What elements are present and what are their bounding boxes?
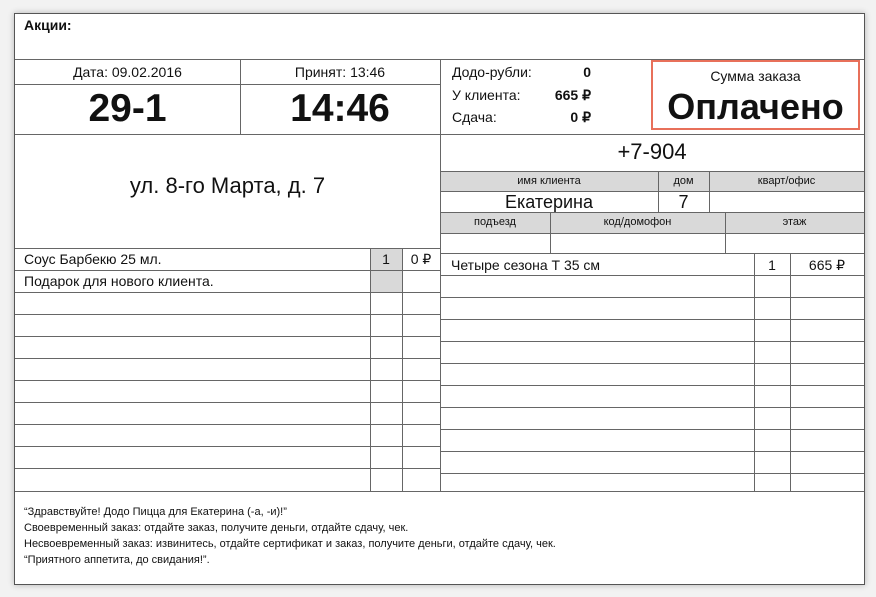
- accepted-label: Принят: 13:46: [294, 64, 386, 80]
- date-label: Дата: 09.02.2016: [73, 64, 182, 80]
- customer-name: Екатерина: [505, 192, 593, 212]
- footer-line: Несвоевременный заказ: извинитесь, отдайте сертификат и заказ, получите деньги, отдайте сдачу, чек.: [24, 538, 556, 550]
- change-label: Сдача:: [452, 109, 497, 125]
- left-item-qty: 1: [382, 251, 390, 267]
- customer-name-header: имя клиента: [517, 175, 581, 187]
- change-value: 0 ₽: [570, 109, 591, 125]
- order-sum-status: Оплачено: [667, 86, 844, 127]
- right-item-qty: 1: [768, 257, 776, 273]
- footer-line: “Здравствуйте! Додо Пицца для Екатерина (-а, -и)!”: [24, 506, 287, 518]
- phone-number: +7-904: [617, 139, 687, 164]
- order-sum-box: [651, 60, 860, 130]
- footer-line: “Приятного аппетита, до свидания!”.: [24, 554, 210, 566]
- customer-has-value: 665 ₽: [554, 87, 591, 103]
- right-item-name: Четыре сезона Т 35 см: [451, 257, 601, 273]
- left-item-name: Подарок для нового клиента.: [24, 273, 214, 289]
- dodo-rubles-label: Додо-рубли:: [452, 64, 532, 80]
- customer-has-label: У клиента:: [452, 87, 521, 103]
- dodo-rubles-value: 0: [583, 64, 591, 80]
- left-item-price: 0 ₽: [410, 251, 432, 267]
- order-sum-label: Сумма заказа: [710, 68, 801, 84]
- house-header: дом: [673, 175, 694, 187]
- right-item-price: 665 ₽: [808, 257, 846, 273]
- left-item-name: Соус Барбекю 25 мл.: [24, 251, 162, 267]
- promotions-label: Акции:: [24, 17, 72, 33]
- accepted-time: 14:46: [290, 87, 390, 130]
- order-ticket: [14, 13, 865, 585]
- order-number: 29-1: [88, 87, 167, 130]
- intercom-header: код/домофон: [603, 216, 672, 228]
- apartment-header: кварт/офис: [757, 175, 816, 187]
- floor-header: этаж: [782, 216, 807, 228]
- house-number: 7: [678, 192, 689, 212]
- footer-line: Своевременный заказ: отдайте заказ, получите деньги, отдайте сдачу, чек.: [24, 522, 409, 534]
- entrance-header: подъезд: [474, 216, 516, 228]
- address: ул. 8-го Марта, д. 7: [129, 173, 326, 198]
